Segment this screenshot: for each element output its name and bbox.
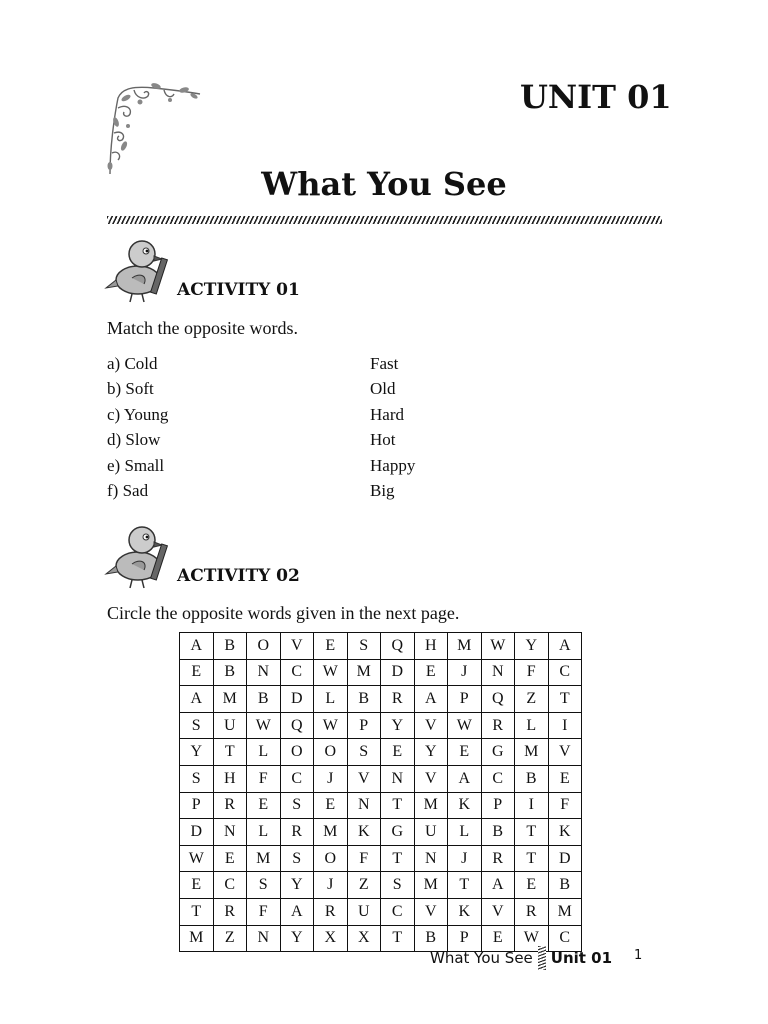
grid-letter-cell[interactable]: I [515, 792, 549, 819]
grid-letter-cell[interactable]: N [414, 845, 448, 872]
grid-letter-cell[interactable]: T [448, 872, 482, 899]
grid-letter-cell[interactable]: E [414, 659, 448, 686]
grid-letter-cell[interactable]: C [213, 872, 247, 899]
grid-letter-cell[interactable]: X [314, 925, 348, 952]
grid-letter-cell[interactable]: B [213, 633, 247, 660]
activity-2-instruction: Circle the opposite words given in the next page. [107, 603, 460, 623]
grid-letter-cell[interactable]: M [347, 659, 381, 686]
grid-letter-cell[interactable]: C [548, 659, 582, 686]
grid-letter-cell[interactable]: D [381, 659, 415, 686]
grid-letter-cell[interactable]: J [448, 659, 482, 686]
grid-letter-cell[interactable]: L [247, 819, 281, 846]
grid-letter-cell[interactable]: C [481, 765, 515, 792]
bird-with-pencil-icon [104, 236, 176, 304]
grid-letter-cell[interactable]: A [414, 686, 448, 713]
match-left-word: f) Sad [107, 481, 149, 500]
grid-letter-cell[interactable]: Y [180, 739, 214, 766]
grid-letter-cell[interactable]: F [515, 659, 549, 686]
grid-letter-cell[interactable]: I [548, 712, 582, 739]
grid-letter-cell[interactable]: T [381, 925, 415, 952]
unit-label: UNIT 01 [520, 78, 672, 116]
grid-letter-cell[interactable]: C [381, 898, 415, 925]
grid-letter-cell[interactable]: D [548, 845, 582, 872]
grid-letter-cell[interactable]: O [280, 739, 314, 766]
grid-letter-cell[interactable]: N [347, 792, 381, 819]
grid-letter-cell[interactable]: V [347, 765, 381, 792]
grid-letter-cell[interactable]: J [314, 765, 348, 792]
grid-letter-cell[interactable]: M [448, 633, 482, 660]
grid-letter-cell[interactable]: T [515, 845, 549, 872]
grid-letter-cell[interactable]: N [247, 659, 281, 686]
grid-letter-cell[interactable]: E [180, 659, 214, 686]
grid-letter-cell[interactable]: N [481, 659, 515, 686]
grid-letter-cell[interactable]: S [280, 845, 314, 872]
grid-letter-cell[interactable]: L [314, 686, 348, 713]
grid-letter-cell[interactable]: P [180, 792, 214, 819]
grid-letter-cell[interactable]: T [515, 819, 549, 846]
grid-letter-cell[interactable]: R [481, 845, 515, 872]
grid-letter-cell[interactable]: E [314, 633, 348, 660]
grid-row [180, 633, 582, 660]
grid-letter-cell[interactable]: E [180, 872, 214, 899]
grid-letter-cell[interactable]: B [247, 686, 281, 713]
grid-letter-cell[interactable]: G [381, 819, 415, 846]
grid-letter-cell[interactable]: Y [280, 872, 314, 899]
grid-letter-cell[interactable]: L [448, 819, 482, 846]
grid-letter-cell[interactable]: L [247, 739, 281, 766]
grid-letter-cell[interactable]: N [213, 819, 247, 846]
grid-letter-cell[interactable]: R [481, 712, 515, 739]
grid-letter-cell[interactable]: Y [414, 739, 448, 766]
grid-letter-cell[interactable]: W [314, 712, 348, 739]
grid-letter-cell[interactable]: V [414, 765, 448, 792]
grid-letter-cell[interactable]: S [347, 633, 381, 660]
grid-letter-cell[interactable]: F [347, 845, 381, 872]
grid-letter-cell[interactable]: B [213, 659, 247, 686]
grid-letter-cell[interactable]: F [247, 898, 281, 925]
grid-letter-cell[interactable]: T [180, 898, 214, 925]
match-pair-row [107, 379, 527, 404]
grid-letter-cell[interactable]: G [481, 739, 515, 766]
grid-letter-cell[interactable]: K [448, 792, 482, 819]
grid-letter-cell[interactable]: W [247, 712, 281, 739]
grid-letter-cell[interactable]: K [347, 819, 381, 846]
grid-letter-cell[interactable]: M [213, 686, 247, 713]
grid-letter-cell[interactable]: B [347, 686, 381, 713]
match-right-word: Fast [370, 354, 399, 373]
grid-letter-cell[interactable]: M [247, 845, 281, 872]
grid-letter-cell[interactable]: E [515, 872, 549, 899]
grid-letter-cell[interactable]: Q [381, 633, 415, 660]
grid-letter-cell[interactable]: O [314, 739, 348, 766]
grid-letter-cell[interactable]: P [448, 686, 482, 713]
grid-letter-cell[interactable]: R [381, 686, 415, 713]
grid-row [180, 792, 582, 819]
match-left-word: a) Cold [107, 354, 158, 373]
grid-letter-cell[interactable]: Q [280, 712, 314, 739]
grid-letter-cell[interactable]: E [314, 792, 348, 819]
footer-title: What You See [430, 949, 533, 967]
grid-row [180, 819, 582, 846]
grid-letter-cell[interactable]: L [515, 712, 549, 739]
grid-row [180, 898, 582, 925]
match-pair-row [107, 405, 527, 430]
grid-letter-cell[interactable]: V [481, 898, 515, 925]
page-footer [430, 946, 612, 970]
footer-separator [538, 946, 546, 970]
grid-letter-cell[interactable]: N [381, 765, 415, 792]
grid-letter-cell[interactable]: H [414, 633, 448, 660]
grid-letter-cell[interactable]: S [180, 712, 214, 739]
grid-letter-cell[interactable]: C [280, 765, 314, 792]
grid-letter-cell[interactable]: D [180, 819, 214, 846]
match-right-word: Happy [370, 456, 416, 475]
grid-letter-cell[interactable]: B [481, 819, 515, 846]
grid-row [180, 872, 582, 899]
grid-letter-cell[interactable]: W [314, 659, 348, 686]
grid-row [180, 765, 582, 792]
word-search-grid [179, 632, 582, 952]
grid-letter-cell[interactable]: E [213, 845, 247, 872]
grid-letter-cell[interactable]: J [448, 845, 482, 872]
match-pair-row [107, 456, 527, 481]
grid-letter-cell[interactable]: Y [515, 633, 549, 660]
grid-letter-cell[interactable]: A [448, 765, 482, 792]
grid-letter-cell[interactable]: W [448, 712, 482, 739]
grid-letter-cell[interactable]: S [280, 792, 314, 819]
grid-letter-cell[interactable]: R [515, 898, 549, 925]
grid-letter-cell[interactable]: Q [481, 686, 515, 713]
footer-unit: Unit 01 [550, 949, 613, 967]
match-right-word: Hard [370, 405, 404, 424]
grid-letter-cell[interactable]: F [548, 792, 582, 819]
grid-row [180, 686, 582, 713]
grid-letter-cell[interactable]: Z [515, 686, 549, 713]
grid-letter-cell[interactable]: K [548, 819, 582, 846]
title-divider [107, 216, 662, 224]
match-left-word: e) Small [107, 456, 165, 475]
match-right-word: Big [370, 481, 395, 500]
grid-letter-cell[interactable]: S [180, 765, 214, 792]
grid-letter-cell[interactable]: V [548, 739, 582, 766]
grid-letter-cell[interactable]: B [414, 925, 448, 952]
grid-letter-cell[interactable]: H [213, 765, 247, 792]
grid-letter-cell[interactable]: E [381, 739, 415, 766]
grid-letter-cell[interactable]: R [213, 792, 247, 819]
grid-letter-cell[interactable]: O [247, 633, 281, 660]
match-right-word: Hot [370, 430, 396, 449]
grid-letter-cell[interactable]: X [347, 925, 381, 952]
grid-letter-cell[interactable]: T [381, 845, 415, 872]
grid-letter-cell[interactable]: P [448, 925, 482, 952]
grid-letter-cell[interactable]: T [213, 739, 247, 766]
grid-letter-cell[interactable]: Y [280, 925, 314, 952]
grid-row [180, 659, 582, 686]
page-number: 1 [634, 948, 643, 963]
grid-letter-cell[interactable]: R [314, 898, 348, 925]
activity-2-heading: ACTIVITY 02 [177, 566, 300, 586]
grid-letter-cell[interactable]: M [314, 819, 348, 846]
grid-letter-cell[interactable]: C [548, 925, 582, 952]
grid-letter-cell[interactable]: E [448, 739, 482, 766]
grid-letter-cell[interactable]: M [515, 739, 549, 766]
grid-letter-cell[interactable]: S [381, 872, 415, 899]
grid-letter-cell[interactable]: U [347, 898, 381, 925]
bird-with-pencil-icon [104, 522, 176, 590]
grid-row [180, 739, 582, 766]
grid-row [180, 845, 582, 872]
grid-letter-cell[interactable]: T [548, 686, 582, 713]
grid-letter-cell[interactable]: U [213, 712, 247, 739]
grid-letter-cell[interactable]: J [314, 872, 348, 899]
match-pair-row [107, 354, 527, 379]
match-left-word: c) Young [107, 405, 169, 424]
grid-letter-cell[interactable]: V [414, 712, 448, 739]
grid-letter-cell[interactable]: D [280, 686, 314, 713]
grid-letter-cell[interactable]: N [247, 925, 281, 952]
grid-letter-cell[interactable]: E [548, 765, 582, 792]
match-left-word: b) Soft [107, 379, 154, 398]
grid-letter-cell[interactable]: F [247, 765, 281, 792]
grid-letter-cell[interactable]: M [548, 898, 582, 925]
grid-letter-cell[interactable]: B [515, 765, 549, 792]
match-right-word: Old [370, 379, 396, 398]
grid-letter-cell[interactable]: Y [381, 712, 415, 739]
grid-letter-cell[interactable]: U [414, 819, 448, 846]
page-title: What You See [261, 165, 507, 203]
grid-letter-cell[interactable]: A [481, 872, 515, 899]
grid-letter-cell[interactable]: V [280, 633, 314, 660]
match-pair-row [107, 430, 527, 455]
grid-letter-cell[interactable]: P [347, 712, 381, 739]
grid-letter-cell[interactable]: S [247, 872, 281, 899]
grid-letter-cell[interactable]: R [213, 898, 247, 925]
grid-letter-cell[interactable]: W [481, 633, 515, 660]
activity-1-heading: ACTIVITY 01 [177, 280, 300, 300]
grid-letter-cell[interactable]: W [515, 925, 549, 952]
grid-letter-cell[interactable]: R [280, 819, 314, 846]
grid-letter-cell[interactable]: V [414, 898, 448, 925]
match-pair-row [107, 481, 527, 506]
grid-letter-cell[interactable]: E [247, 792, 281, 819]
grid-letter-cell[interactable]: M [180, 925, 214, 952]
grid-letter-cell[interactable]: E [481, 925, 515, 952]
grid-letter-cell[interactable]: A [180, 633, 214, 660]
grid-letter-cell[interactable]: O [314, 845, 348, 872]
grid-letter-cell[interactable]: W [180, 845, 214, 872]
grid-letter-cell[interactable]: S [347, 739, 381, 766]
grid-letter-cell[interactable]: C [280, 659, 314, 686]
grid-letter-cell[interactable]: A [180, 686, 214, 713]
grid-letter-cell[interactable]: K [448, 898, 482, 925]
grid-letter-cell[interactable]: Z [213, 925, 247, 952]
grid-letter-cell[interactable]: A [280, 898, 314, 925]
grid-row [180, 712, 582, 739]
grid-letter-cell[interactable]: T [381, 792, 415, 819]
match-left-word: d) Slow [107, 430, 161, 449]
grid-letter-cell[interactable]: M [414, 792, 448, 819]
floral-corner-ornament-icon [104, 78, 204, 178]
grid-letter-cell[interactable]: B [548, 872, 582, 899]
grid-letter-cell[interactable]: A [548, 633, 582, 660]
grid-letter-cell[interactable]: M [414, 872, 448, 899]
activity-1-instruction: Match the opposite words. [107, 318, 298, 338]
grid-letter-cell[interactable]: P [481, 792, 515, 819]
grid-letter-cell[interactable]: Z [347, 872, 381, 899]
